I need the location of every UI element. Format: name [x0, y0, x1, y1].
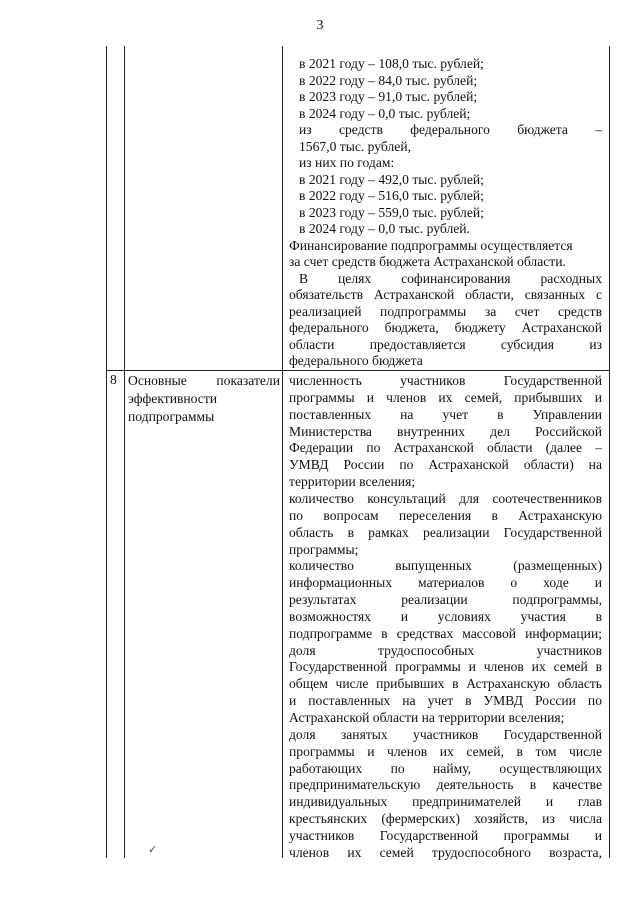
text-line: федерального бюджета, бюджету Астраханской: [289, 320, 602, 335]
text-line: в 2021 году – 108,0 тыс. рублей;: [299, 56, 484, 71]
text-line: В целях софинансирования расходных: [299, 270, 602, 286]
text-line: из них по годам:: [299, 155, 395, 170]
text-line: Министерства внутренних дел Российской: [289, 423, 602, 439]
text-line: результатах реализации подпрограммы,: [289, 592, 602, 608]
text-line: поставленных на учет в Управлении: [289, 406, 602, 422]
text-line: предпринимательскую деятельность в качестве: [289, 777, 602, 793]
text-line: реализацией подпрограммы за счет средств: [289, 303, 602, 319]
stray-mark: ✓: [148, 844, 158, 856]
text-line: доля трудоспособных участников: [289, 642, 602, 658]
text-line: программы и членов их семей, в том числе: [289, 743, 602, 759]
text-line: программы;: [289, 541, 359, 557]
text-line: крестьянских (фермерских) хозяйств, из числа: [289, 811, 602, 827]
row-separator: [106, 370, 610, 371]
text-line: доля занятых участников Государственной: [289, 726, 602, 742]
text-line: и поставленных на учет в УМВД России по: [289, 693, 602, 709]
text-line: общем числе прибывших в Астраханскую область: [289, 676, 602, 692]
text-line: возможностях и условиях участия в: [289, 608, 602, 624]
text-line: численность участников Государственной: [289, 373, 602, 388]
text-line: участников Государственной программы и: [289, 827, 602, 843]
text-line: Финансирование подпрограммы осуществляется: [289, 237, 573, 253]
table-border-right: [609, 46, 610, 858]
text-line: за счет средств бюджета Астраханской области.: [289, 254, 566, 269]
text-line: федерального бюджета: [289, 353, 423, 368]
text-line: информационных материалов о ходе и: [289, 575, 602, 591]
text-line: Федерации по Астраханской области (далее –: [289, 440, 602, 456]
text-line: по вопросам переселения в Астраханскую: [289, 507, 602, 523]
text-line: количество выпущенных (размещенных): [289, 558, 602, 574]
page-number: 3: [316, 18, 324, 33]
text-line: подпрограммы: [128, 409, 215, 424]
text-line: в 2023 году – 91,0 тыс. рублей;: [299, 89, 478, 104]
text-line: области предоставляется субсидия из: [289, 336, 602, 352]
table-divider-number: [124, 46, 125, 858]
text-line: программы и членов их семей, прибывших и: [289, 389, 602, 405]
text-line: Основные показатели: [128, 373, 280, 388]
text-line: количество консультаций для соотечественников: [289, 490, 602, 506]
text-line: в 2021 году – 492,0 тыс. рублей;: [299, 171, 484, 187]
text-line: в 2022 году – 84,0 тыс. рублей;: [299, 72, 478, 88]
text-line: Астраханской области на территории вселения;: [289, 710, 565, 725]
text-line: область в рамках реализации Государственной: [289, 524, 602, 540]
row-number: 8: [110, 372, 117, 387]
text-line: обязательств Астраханской области, связанных с: [289, 287, 602, 302]
text-line: Государственной программы и членов их семей в: [289, 659, 602, 675]
text-line: 1567,0 тыс. рублей,: [299, 138, 411, 154]
text-line: в 2023 году – 559,0 тыс. рублей;: [299, 204, 484, 220]
table-divider-name: [282, 46, 283, 858]
text-line: из средств федерального бюджета –: [299, 122, 602, 137]
text-line: территории вселения;: [289, 474, 416, 490]
text-line: в 2022 году – 516,0 тыс. рублей;: [299, 188, 484, 203]
table-border-left: [106, 46, 107, 858]
text-line: в 2024 году – 0,0 тыс. рублей.: [299, 221, 470, 236]
text-line: в 2024 году – 0,0 тыс. рублей;: [299, 105, 471, 121]
text-line: эффективности: [128, 391, 218, 406]
text-line: подпрограмме в средствах массовой информации;: [289, 625, 602, 641]
text-line: УМВД России по Астраханской области) на: [289, 457, 602, 473]
text-line: индивидуальных предпринимателей и глав: [289, 794, 602, 810]
text-line: работающих по найму, осуществляющих: [289, 760, 602, 776]
text-line: членов их семей трудоспособного возраста,: [289, 844, 602, 860]
